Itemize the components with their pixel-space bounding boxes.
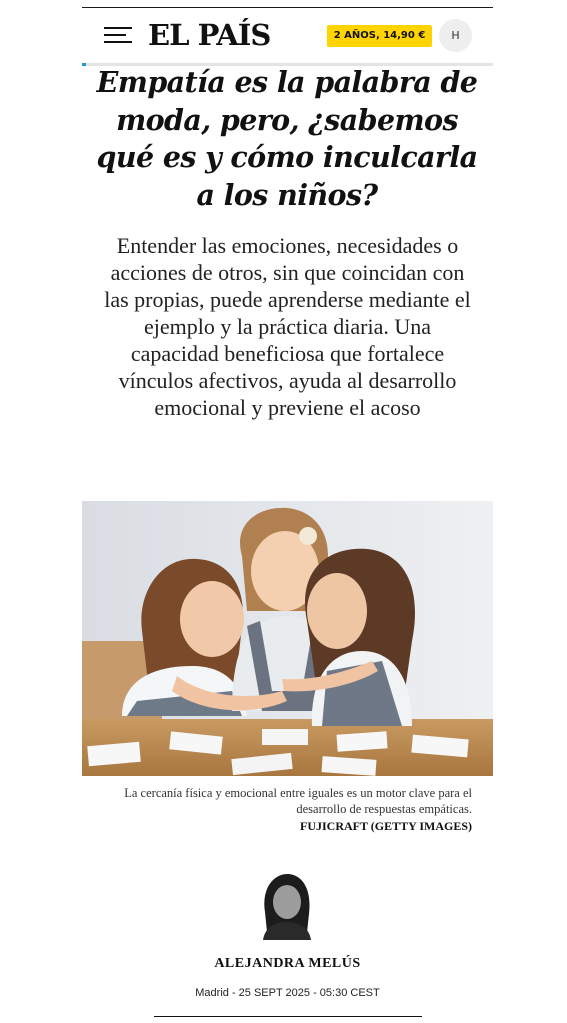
article-standfirst: Entender las emociones, necesidades o acciones de otros, sin que coincidan con las propias, puede aprenderse mediante el ejemplo y la práctica diaria. Una capacidad beneficiosa que fortalece vínculos afectivos, ayuda al desarrollo emocional y previene el acoso [104, 233, 471, 420]
article-lead-photo [82, 501, 493, 776]
photo-credit: FUJICRAFT (GETTY IMAGES) [299, 819, 472, 833]
subscribe-promo-button[interactable]: 2 AÑOS, 14,90 € [327, 25, 432, 47]
site-header [82, 8, 493, 64]
menu-icon[interactable] [104, 26, 132, 44]
photo-caption: La cercanía física y emocional entre iguales es un motor clave para el desarrollo de respuestas empáticas. [124, 786, 472, 816]
site-logo[interactable]: EL PAÍS [148, 18, 271, 52]
user-account-button[interactable]: H [439, 19, 472, 52]
article-headline: Empatía es la palabra de moda, pero, ¿sabemos qué es y cómo inculcarla a los niños? [96, 65, 478, 212]
header-accent [82, 63, 86, 66]
byline-divider [154, 1016, 422, 1017]
author-name-link[interactable]: ALEJANDRA MELÚS [214, 956, 361, 971]
author-avatar[interactable] [257, 872, 315, 940]
article-dateline: Madrid - 25 SEPT 2025 - 05:30 CEST [195, 987, 380, 999]
